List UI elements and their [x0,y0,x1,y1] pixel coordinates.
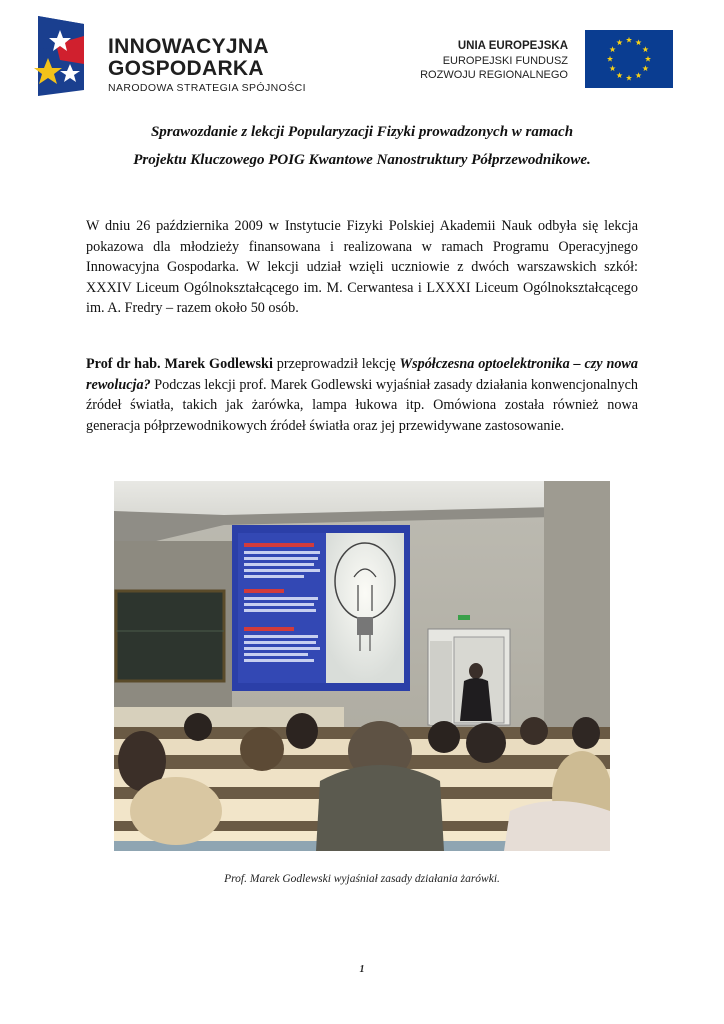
lesson-text-b: Podczas lekcji prof. Marek Godlewski wyjaśniał zasady działania konwencjonalnych źródeł światła, takich jak żarówka, lampa łukowa itp. Omówiona została również nowa generacja półprzewodnikowych źródeł światła oraz jej przewidywane zastosowanie. [86,376,638,434]
lesson-paragraph [86,354,638,436]
innowacyjna-text [108,36,306,96]
logo-line-gospodarka: GOSPODARKA [108,57,264,80]
page-number: 1 [359,964,365,975]
eu-line-fundusz: EUROPEJSKI FUNDUSZ [442,55,568,67]
photo-caption: Prof. Marek Godlewski wyjaśniał zasady działania żarówki. [224,873,500,885]
lesson-title: Współczesna optoelektronika – czy nowa rewolucja? [86,356,638,393]
logo-line-innowacyjna: INNOWACYJNA [108,35,269,58]
intro-paragraph: W dniu 26 października 2009 w Instytucie Fizyki Polskiej Akademii Nauk odbyła się lekcja pokazowa dla młodzieży finansowana i realizowana w ramach Programu Operacyjnego Innowacyjna Gospodarka. W lekcji udział wzięli uczniowie z dwóch warszawskich szkół: XXXIV Liceum Ogólnokształcącego im. M. Cerwantesa i LXXXI Liceum Ogólnokształcącego im. A. Fredry – razem około 50 osób. [86,218,638,316]
report-title-line1: Sprawozdanie z lekcji Popularyzacji Fizyki prowadzonych w ramach [150,124,574,140]
eu-text [420,38,568,82]
speaker-name: Prof dr hab. Marek Godlewski [86,356,273,372]
report-title-line2: Projektu Kluczowego POIG Kwantowe Nanostruktury Półprzewodnikowe. [133,152,591,168]
eu-flag-icon [585,30,673,88]
logo-line-strategia: NARODOWA STRATEGIA SPÓJNOŚCI [108,82,306,94]
eu-line-rozwoj: ROZWOJU REGIONALNEGO [420,69,568,81]
eu-logo [420,30,680,90]
lecture-photo [114,481,610,851]
innowacyjna-gospodarka-logo [34,14,314,100]
innowacyjna-flag-icon [34,14,86,98]
lesson-text-a: przeprowadził lekcję [272,356,400,372]
page-header [0,0,724,110]
eu-line-unia: UNIA EUROPEJSKA [457,40,568,52]
lecture-hall-image [114,481,610,851]
